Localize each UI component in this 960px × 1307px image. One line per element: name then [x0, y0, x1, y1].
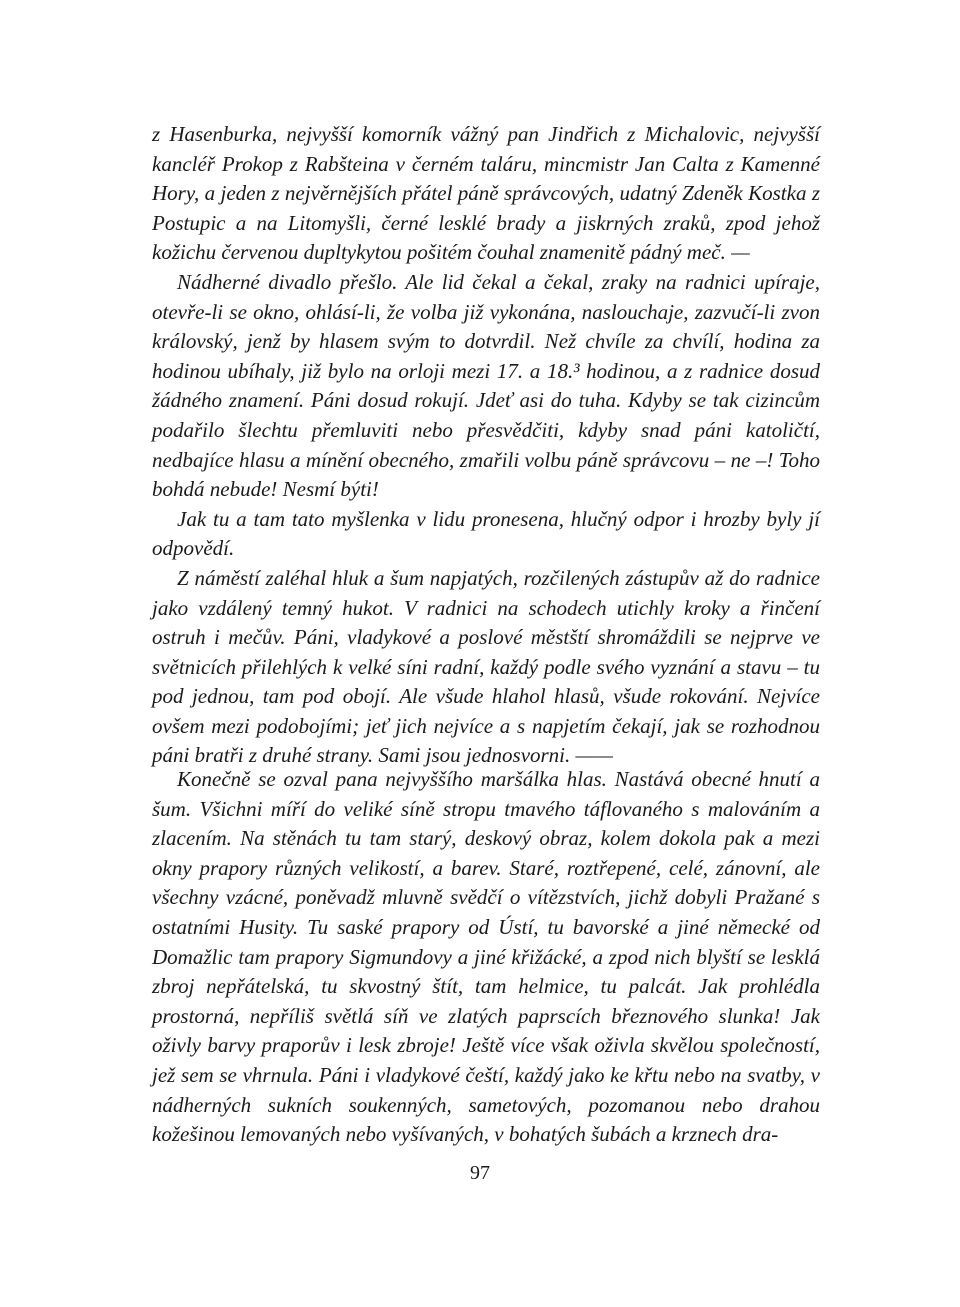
page-number: 97	[470, 1162, 490, 1184]
paragraph: Z náměstí zaléhal hluk a šum napjatých, rozčilených zástupův až do radnice jako vzdálený temný hukot. V radnici na schodech utichly kroky a řinčení ostruh i mečův. Páni, vladykové a poslové městští shromáždili se nejprve ve světnicích přilehlých k velké síni radní, každý podle svého vyznání a stavu – tu pod jednou, tam pod obojí. Ale všude hlahol hlasů, všude rokování. Nejvíce ovšem mezi podobojími; jeť jich nejvíce a s napjetím čekají, jak se rozhodnou páni bratři z druhé strany. Sami jsou jednosvorni. ——	[152, 565, 820, 768]
paragraph: Nádherné divadlo přešlo. Ale lid čekal a čekal, zraky na radnici upíraje, otevře-li se okno, ohlásí-li, že volba již vykonána, naslouchaje, zazvučí-li zvon královský, jenž by hlasem svým to dotvrdil. Než chvíle za chvílí, hodina za hodinou ubíhaly, již bylo na orloji mezi 17. a 18.³ hodinou, a z radnice dosud žádného znamení. Páni dosud rokují. Jdeť asi do tuha. Kdyby se tak cizincům podařilo šlechtu přemluviti nebo přesvědčiti, kdyby snad páni katoličtí, nedbajíce hlasu a mínění obecného, zmařili volbu páně správcovu – ne –! Toho bohdá nebude! Nesmí býti!	[152, 269, 820, 502]
paragraph: Konečně se ozval pana nejvyššího maršálka hlas. Nastává obecné hnutí a šum. Všichni míří do veliké síně stropu tmavého táflovaného s malováním a zlacením. Na stěnách tu tam starý, deskový obraz, kolem dokola pak a mezi okny prapory různých velikostí, a barev. Staré, roztřepené, celé, zánovní, ale všechny vzácné, poněvadž mluvně svědčí o vítězstvích, jichž dobyli Pražané s ostatními Husity. Tu saské prapory od Ústí, tu bavorské a jiné německé od Domažlic tam prapory Sigmundovy a jiné křižácké, a zpod nich blyští se lesklá zbroj nepřátelská, tu skvostný štít, tam helmice, tu palcát. Jak prohlédla prostorná, nepříliš světlá síň ve zlatých paprscích březnového slunka! Jak oživly barvy praporův i lesk zbroje! Ještě více však oživla skvělou společností, jež sem se vhrnula. Páni i vladykové čeští, každý jako ke křtu nebo na svatby, v nádherných sukních soukenných, sametových, pozomanou nebo drahou kožešinou lemovaných nebo vyšívaných, v bohatých šubách a krznech dra-	[152, 767, 820, 1147]
paragraph: Jak tu a tam tato myšlenka v lidu pronesena, hlučný odpor i hrozby byly jí odpovědí.	[152, 506, 820, 561]
paragraph-continuation: z Hasenburka, nejvyšší komorník vážný pan Jindřich z Michalovic, nejvyšší kancléř Prokop z Rabšteina v černém taláru, mincmistr Jan Calta z Kamenné Hory, a jeden z nejvěrnějších přátel páně správcových, udatný Zdeněk Kostka z Postupic a na Litomyšli, černé lesklé brady a jiskrných zraků, zpod jehož kožichu červenou dupltykytou pošitém čouhal znamenitě pádný meč. —	[152, 122, 820, 265]
text-section-lower	[152, 765, 820, 1150]
text-section-upper	[152, 120, 820, 771]
